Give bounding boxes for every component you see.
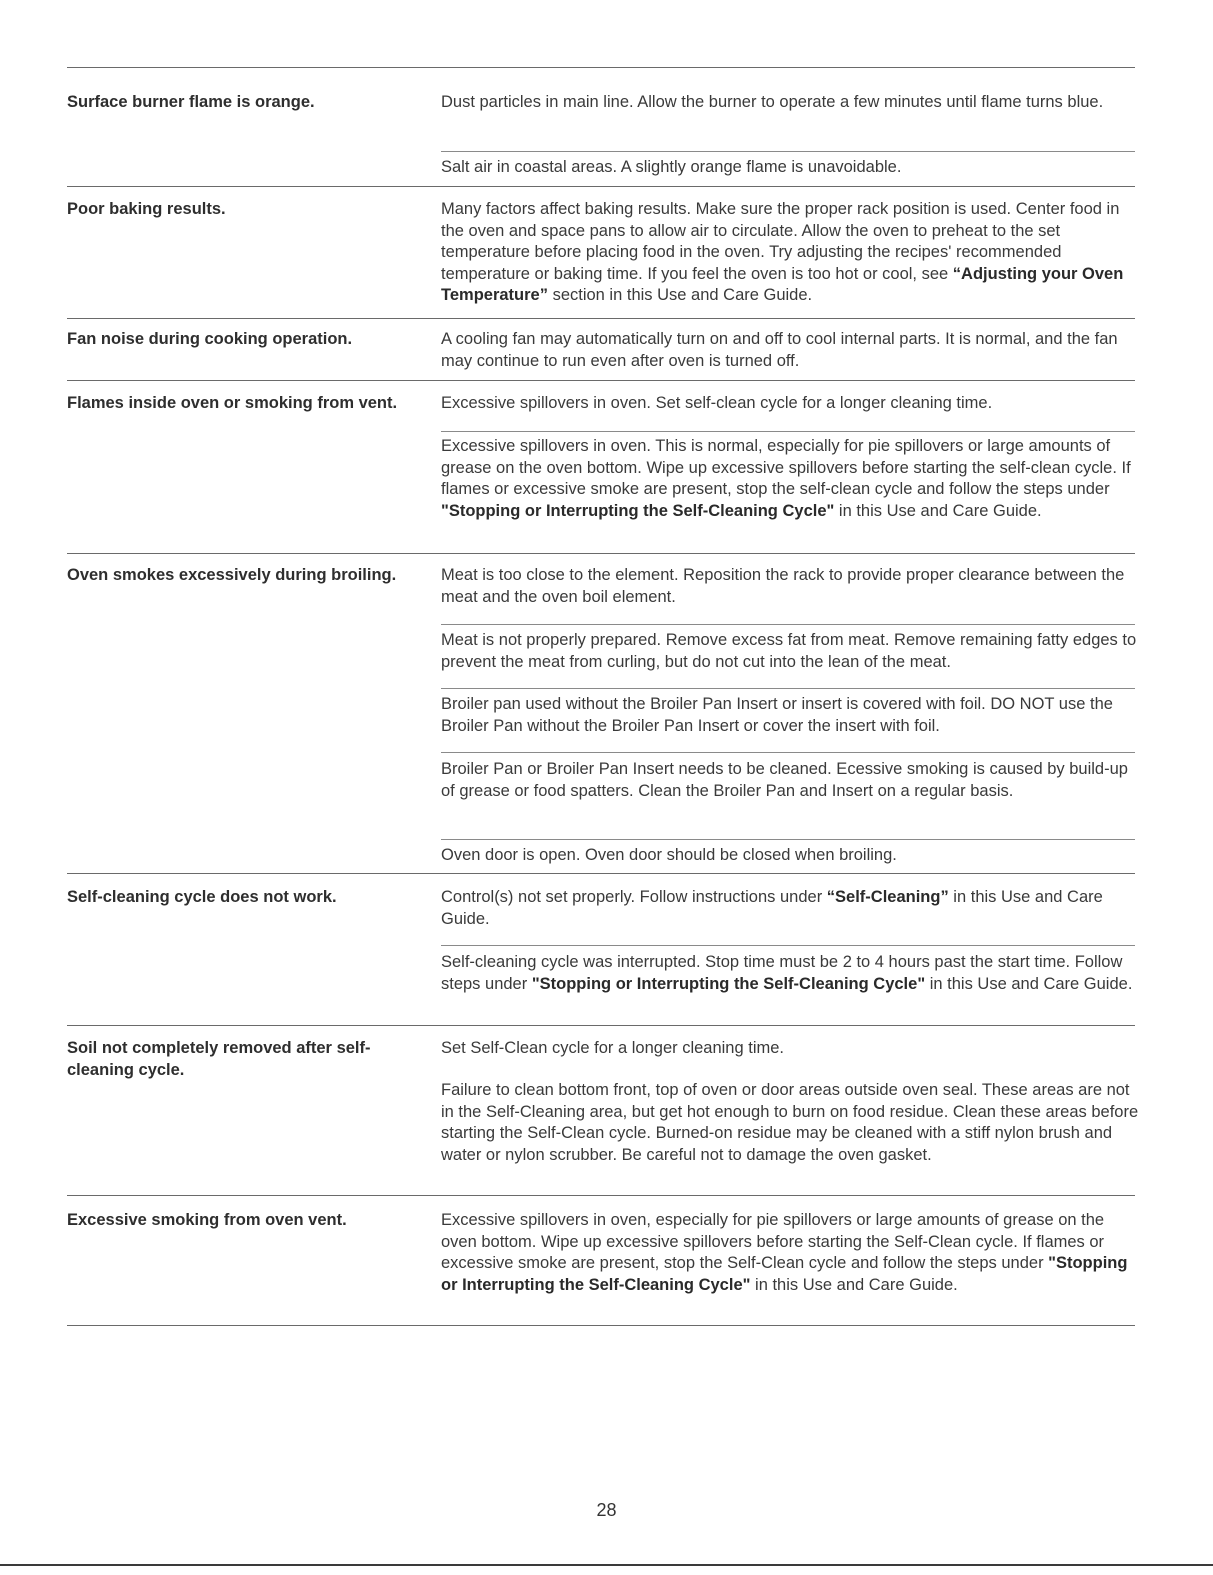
solution-text: Broiler pan used without the Broiler Pan Insert or insert is covered with foil. DO NOT use the Broiler Pan without the Broiler Pan Insert or cover the insert with foil. [441,695,1113,735]
cross-reference: “Self-Cleaning” [826,888,949,906]
solution-text: Broiler Pan or Broiler Pan Insert needs to be cleaned. Ecessive smoking is caused by build-up of grease or food spatters. Clean the Broiler Pan and Insert on a regular basis. [441,760,1128,800]
solution-divider [441,945,1135,946]
row-divider [67,1325,1135,1326]
row-divider [67,186,1135,187]
solution-text: Meat is too close to the element. Reposition the rack to provide proper clearance between the meat and the oven boil element. [441,566,1125,606]
problem-label: Poor baking results. [67,200,226,218]
row-divider [67,873,1135,874]
row-divider [67,318,1135,319]
solution-text: Failure to clean bottom front, top of oven or door areas outside oven seal. These areas are not in the Self-Cleaning area, but get hot enough to burn on food residue. Clean these areas before starting the Self-Clean cycle. Burned-on residue may be cleaned with a stiff nylon brush and water or nylon scrubber. Be careful not to damage the oven gasket. [441,1081,1139,1164]
solution-divider [441,688,1135,689]
solution-text: A cooling fan may automatically turn on and off to cool internal parts. It is normal, and the fan may continue to run even after oven is turned off. [441,330,1118,370]
row-divider [67,553,1135,554]
problem-label: Oven smokes excessively during broiling. [67,566,397,584]
row-divider [67,380,1135,381]
solution-text: Many factors affect baking results. Make sure the proper rack position is used. Center food in the oven and space pans to allow air to circulate. Allow the oven to preheat to the set temperature before placing food in the oven. Try adjusting the recipes' recommended temperature or baking time. If you feel the oven is too hot or cool, see “Adjusting your Oven Temperature” section in this Use and Care Guide. [441,200,1124,304]
page-bottom-rule [0,1564,1213,1566]
row-divider [67,1195,1135,1196]
solution-divider [441,151,1135,152]
solution-text: Control(s) not set properly. Follow instructions under “Self-Cleaning” in this Use and Care Guide. [441,888,1103,928]
solution-divider [441,624,1135,625]
solution-text: Excessive spillovers in oven. Set self-clean cycle for a longer cleaning time. [441,394,993,412]
problem-label: Excessive smoking from oven vent. [67,1211,347,1229]
solution-text: Oven door is open. Oven door should be closed when broiling. [441,846,897,864]
solution-text: Self-cleaning cycle was interrupted. Stop time must be 2 to 4 hours past the start time. Follow steps under "Stopping or Interrupting the Self-Cleaning Cycle" in this Use and Care Guide. [441,953,1133,993]
problem-label: Flames inside oven or smoking from vent. [67,394,398,412]
row-divider [67,1025,1135,1026]
solution-text: Set Self-Clean cycle for a longer cleaning time. [441,1039,785,1057]
problem-label: Surface burner flame is orange. [67,93,315,111]
solution-text: Dust particles in main line. Allow the burner to operate a few minutes until flame turns blue. [441,93,1104,111]
cross-reference: "Stopping or Interrupting the Self-Cleaning Cycle" [531,974,926,993]
problem-label: Self-cleaning cycle does not work. [67,888,337,906]
problem-label: Soil not completely removed after self-cleaning cycle. [67,1039,371,1079]
solution-divider [441,839,1135,840]
cross-reference: “Adjusting your Oven Temperature” [441,264,1124,304]
page-number: 28 [596,1500,617,1520]
solution-text: Excessive spillovers in oven. This is normal, especially for pie spillovers or large amounts of grease on the oven bottom. Wipe up excessive spillovers before starting the self-clean cycle. If flames or excessive smoke are present, stop the self-clean cycle and follow the steps under "Stopping or Interrupting the Self-Cleaning Cycle" in this Use and Care Guide. [441,437,1131,520]
solution-text: Excessive spillovers in oven, especially for pie spillovers or large amounts of grease on the oven bottom. Wipe up excessive spillovers before starting the Self-Clean cycle. If flames or excessive smoke are present, stop the Self-Clean cycle and follow the steps under "Stopping or Interrupting the Self-Cleaning Cycle" in this Use and Care Guide. [441,1211,1128,1294]
solution-divider [441,752,1135,753]
solution-text: Salt air in coastal areas. A slightly orange flame is unavoidable. [441,158,902,176]
row-divider [67,67,1135,68]
cross-reference: "Stopping or Interrupting the Self-Cleaning Cycle" [441,501,835,520]
solution-text: Meat is not properly prepared. Remove excess fat from meat. Remove remaining fatty edges to prevent the meat from curling, but do not cut into the lean of the meat. [441,631,1137,671]
solution-divider [441,431,1135,432]
problem-label: Fan noise during cooking operation. [67,330,353,348]
cross-reference: "Stopping or Interrupting the Self-Cleaning Cycle" [441,1254,1128,1294]
